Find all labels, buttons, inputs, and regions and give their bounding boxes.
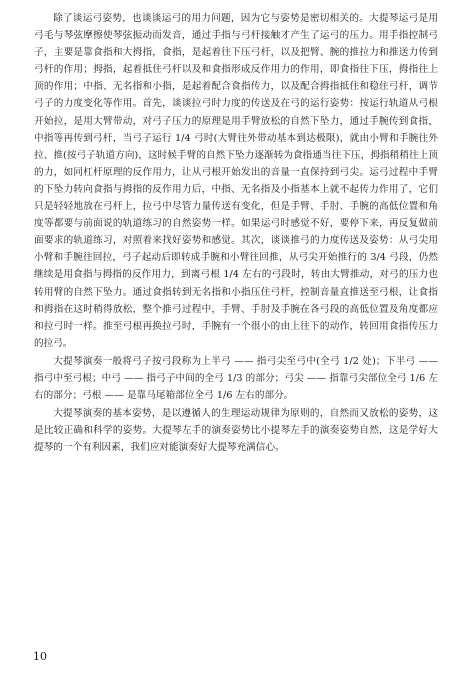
page-number: 10 [33, 650, 47, 663]
document-page [34, 10, 438, 457]
paragraph-bowing-force: 除了谈运弓姿势，也谈谈运弓的用力问题，因为它与姿势是密切相关的。大提琴运弓是用弓毛与琴弦摩擦使琴弦振动而发音，通过手指与弓杆接触才产生了运弓的压力。用手指控制弓子，主要是靠食指和大拇指，食指，是起着往下压弓杆，以及把臂、腕的推拉力和推送力传到弓杆的作用；拇指，起着抵住弓杆以及和食指形成反作用力的作用，即食指往下压，拇指往上顶的作用；中指、无名指和小指，是起着配合食指传力，以及配合拇指抵住和稳住弓杆，调节弓子的力度变化等作用。首先，谈谈拉弓时力度的传送及在弓的运行姿势：按运行轨道从弓根开始拉，是用大臂带动，对弓子压力的原理是用手臂放松的自然下坠力，通过手腕传到食指，中指等再传到弓杆，当弓子运行 1/4 弓时(大臂往外带动基本到达极限)，就由小臂和手腕往外拉、推(按弓子轨道方向)，这时候手臂的自然下坠力逐渐转为食指通当往下压，拇指稍稍往上顶的力，如同杠杆原理的反作用力，让从弓根开始发出的音量一直保持到弓尖。运弓过程中手臂的下坠力转向食指与拇指的反作用力后，中指、无名指及小指基本上就不起传力作用了，它们只是轻轻地放在弓杆上，拉弓中尽管力量传送有变化，但是手臂、手肘、手腕的高低位置和角度等都要与前面说的轨道练习的自然姿势一样。如果运弓时感觉不好，要停下来，再反复做前面要求的轨道练习，对照着来找好姿势和感觉。其次，谈谈推弓的力度传送及姿势：从弓尖用小臂和手腕往回拉，弓子起动后即转成手腕和小臂往回推，从弓尖开始推行的 3/4 弓段，仍然继续是用食指与拇指的反作用力，到离弓根 1/4 左右的弓段时，转由大臂推动，对弓的压力也转用臂的自然下坠力。通过食指转到无名指和小指压住弓杆，控制音量直推送至弓根，让食指和拇指在这时稍得放松，整个推弓过程中，手臂、手肘及手腕在各弓段的高低位置及角度都应和拉弓时一样。推至弓根再换拉弓时，手腕有一个很小的由上往下的动作，转回用食指传压力的拉弓。 [34, 13, 438, 349]
paragraph-basic-posture: 大提琴演奏的基本姿势，是以遵循人的生理运动规律为原则的，自然而又放松的姿势，这是比较正确和科学的姿势。大提琴左手的演奏姿势比小提琴左手的演奏姿势自然，这是学好大提琴的一个有利因素，我们应对能演奏好大提琴充满信心。 [34, 408, 438, 454]
paragraph-bow-sections: 大提琴演奏一般将弓子按弓段称为上半弓 —— 指弓尖至弓中(全弓 1/2 处)；下半弓 —— 指弓中至弓根；中弓 —— 指弓子中间的全弓 1/3 的部分；弓尖 —— 指靠弓尖部位全弓 1/6 左右的部分；弓根 —— 是靠马尾箱部位全弓 1/6 左右的部分。 [34, 355, 438, 402]
